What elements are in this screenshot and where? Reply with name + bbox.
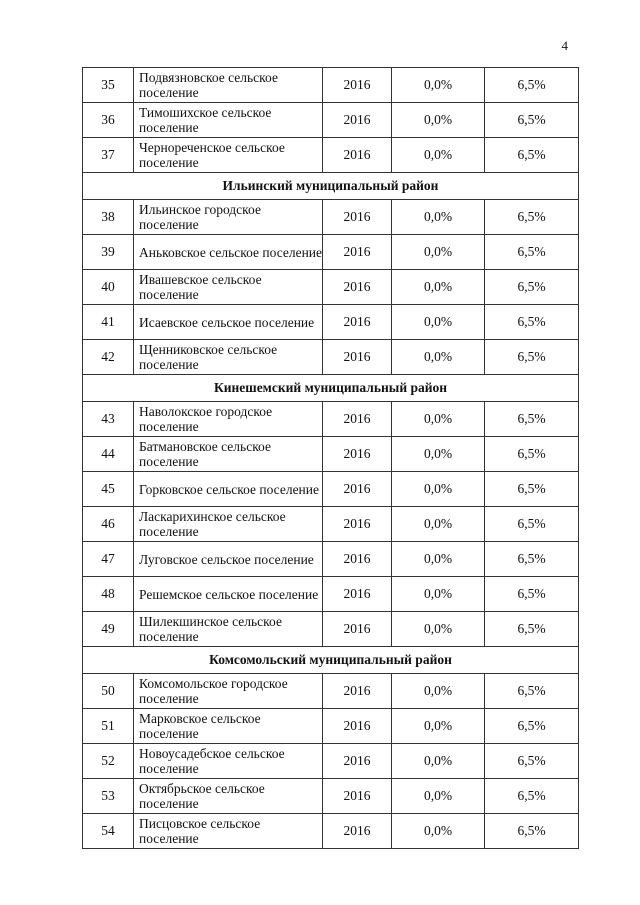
rate-cell-1: 0,0% — [392, 472, 485, 507]
year-cell: 2016 — [323, 744, 392, 779]
year-cell: 2016 — [323, 437, 392, 472]
rate-cell-2: 6,5% — [485, 577, 579, 612]
rate-cell-1: 0,0% — [392, 138, 485, 173]
section-title: Кинешемский муниципальный район — [83, 375, 579, 402]
row-number: 39 — [83, 235, 134, 270]
rate-cell-2: 6,5% — [485, 340, 579, 375]
section-header-row — [83, 173, 579, 200]
rate-cell-1: 0,0% — [392, 674, 485, 709]
year-cell: 2016 — [323, 472, 392, 507]
rate-cell-2: 6,5% — [485, 235, 579, 270]
section-header-row — [83, 647, 579, 674]
rate-cell-1: 0,0% — [392, 103, 485, 138]
rate-cell-1: 0,0% — [392, 612, 485, 647]
year-cell: 2016 — [323, 235, 392, 270]
table-row — [83, 437, 579, 472]
rate-cell-1: 0,0% — [392, 437, 485, 472]
rate-cell-2: 6,5% — [485, 437, 579, 472]
settlement-name: Подвязновское сельское поселение — [134, 68, 323, 103]
row-number: 38 — [83, 200, 134, 235]
settlement-name: Щенниковское сельское поселение — [134, 340, 323, 375]
rate-cell-1: 0,0% — [392, 779, 485, 814]
year-cell: 2016 — [323, 814, 392, 849]
settlement-name: Горковское сельское поселение — [134, 472, 323, 507]
rate-cell-2: 6,5% — [485, 779, 579, 814]
row-number: 44 — [83, 437, 134, 472]
settlement-name: Шилекшинское сельское поселение — [134, 612, 323, 647]
rate-cell-1: 0,0% — [392, 270, 485, 305]
table-row — [83, 779, 579, 814]
rate-cell-1: 0,0% — [392, 340, 485, 375]
table-row — [83, 270, 579, 305]
rate-cell-2: 6,5% — [485, 402, 579, 437]
table-row — [83, 68, 579, 103]
rate-cell-2: 6,5% — [485, 542, 579, 577]
row-number: 42 — [83, 340, 134, 375]
row-number: 53 — [83, 779, 134, 814]
table-row — [83, 340, 579, 375]
rate-cell-2: 6,5% — [485, 612, 579, 647]
rate-cell-1: 0,0% — [392, 68, 485, 103]
settlement-name: Октябрьское сельское поселение — [134, 779, 323, 814]
year-cell: 2016 — [323, 674, 392, 709]
rate-cell-2: 6,5% — [485, 200, 579, 235]
settlement-name: Ласкарихинское сельское поселение — [134, 507, 323, 542]
table-row — [83, 138, 579, 173]
section-title: Комсомольский муниципальный район — [83, 647, 579, 674]
row-number: 36 — [83, 103, 134, 138]
table-row — [83, 103, 579, 138]
row-number: 49 — [83, 612, 134, 647]
rate-cell-2: 6,5% — [485, 270, 579, 305]
table-body — [83, 68, 579, 849]
year-cell: 2016 — [323, 103, 392, 138]
row-number: 41 — [83, 305, 134, 340]
year-cell: 2016 — [323, 507, 392, 542]
rate-cell-1: 0,0% — [392, 577, 485, 612]
year-cell: 2016 — [323, 305, 392, 340]
table-row — [83, 402, 579, 437]
year-cell: 2016 — [323, 577, 392, 612]
table-row — [83, 507, 579, 542]
page-number: 4 — [561, 38, 568, 53]
year-cell: 2016 — [323, 709, 392, 744]
rate-cell-2: 6,5% — [485, 814, 579, 849]
table-row — [83, 235, 579, 270]
settlement-name: Наволокское городское поселение — [134, 402, 323, 437]
row-number: 43 — [83, 402, 134, 437]
settlement-name: Новоусадебское сельское поселение — [134, 744, 323, 779]
rate-cell-2: 6,5% — [485, 305, 579, 340]
rate-cell-1: 0,0% — [392, 814, 485, 849]
rate-cell-2: 6,5% — [485, 507, 579, 542]
row-number: 47 — [83, 542, 134, 577]
rate-cell-1: 0,0% — [392, 402, 485, 437]
settlement-name: Писцовское сельское поселение — [134, 814, 323, 849]
rate-cell-2: 6,5% — [485, 472, 579, 507]
section-title: Ильинский муниципальный район — [83, 173, 579, 200]
year-cell: 2016 — [323, 612, 392, 647]
rate-cell-1: 0,0% — [392, 744, 485, 779]
row-number: 54 — [83, 814, 134, 849]
rate-cell-2: 6,5% — [485, 744, 579, 779]
settlement-name: Исаевское сельское поселение — [134, 305, 323, 340]
table-row — [83, 305, 579, 340]
rate-cell-1: 0,0% — [392, 709, 485, 744]
table-row — [83, 612, 579, 647]
rate-cell-1: 0,0% — [392, 542, 485, 577]
settlement-name: Ивашевское сельское поселение — [134, 270, 323, 305]
settlement-name: Марковское сельское поселение — [134, 709, 323, 744]
year-cell: 2016 — [323, 270, 392, 305]
table-row — [83, 744, 579, 779]
year-cell: 2016 — [323, 200, 392, 235]
rate-cell-2: 6,5% — [485, 103, 579, 138]
row-number: 52 — [83, 744, 134, 779]
year-cell: 2016 — [323, 402, 392, 437]
rate-cell-1: 0,0% — [392, 235, 485, 270]
year-cell: 2016 — [323, 340, 392, 375]
year-cell: 2016 — [323, 138, 392, 173]
rate-cell-1: 0,0% — [392, 507, 485, 542]
table-row — [83, 709, 579, 744]
row-number: 48 — [83, 577, 134, 612]
settlements-table — [82, 67, 579, 849]
table-row — [83, 577, 579, 612]
rate-cell-2: 6,5% — [485, 68, 579, 103]
row-number: 35 — [83, 68, 134, 103]
settlement-name: Решемское сельское поселение — [134, 577, 323, 612]
settlement-name: Тимошихское сельское поселение — [134, 103, 323, 138]
year-cell: 2016 — [323, 779, 392, 814]
table-row — [83, 542, 579, 577]
settlement-name: Чернореченское сельское поселение — [134, 138, 323, 173]
row-number: 37 — [83, 138, 134, 173]
row-number: 50 — [83, 674, 134, 709]
rate-cell-1: 0,0% — [392, 305, 485, 340]
table-row — [83, 472, 579, 507]
rate-cell-2: 6,5% — [485, 138, 579, 173]
rate-cell-2: 6,5% — [485, 674, 579, 709]
table-row — [83, 200, 579, 235]
rate-cell-2: 6,5% — [485, 709, 579, 744]
row-number: 46 — [83, 507, 134, 542]
table-row — [83, 674, 579, 709]
year-cell: 2016 — [323, 68, 392, 103]
year-cell: 2016 — [323, 542, 392, 577]
table-row — [83, 814, 579, 849]
row-number: 51 — [83, 709, 134, 744]
settlement-name: Луговское сельское поселение — [134, 542, 323, 577]
section-header-row — [83, 375, 579, 402]
rate-cell-1: 0,0% — [392, 200, 485, 235]
row-number: 45 — [83, 472, 134, 507]
settlement-name: Аньковское сельское поселение — [134, 235, 323, 270]
settlement-name: Комсомольское городское поселение — [134, 674, 323, 709]
settlement-name: Ильинское городское поселение — [134, 200, 323, 235]
settlement-name: Батмановское сельское поселение — [134, 437, 323, 472]
row-number: 40 — [83, 270, 134, 305]
